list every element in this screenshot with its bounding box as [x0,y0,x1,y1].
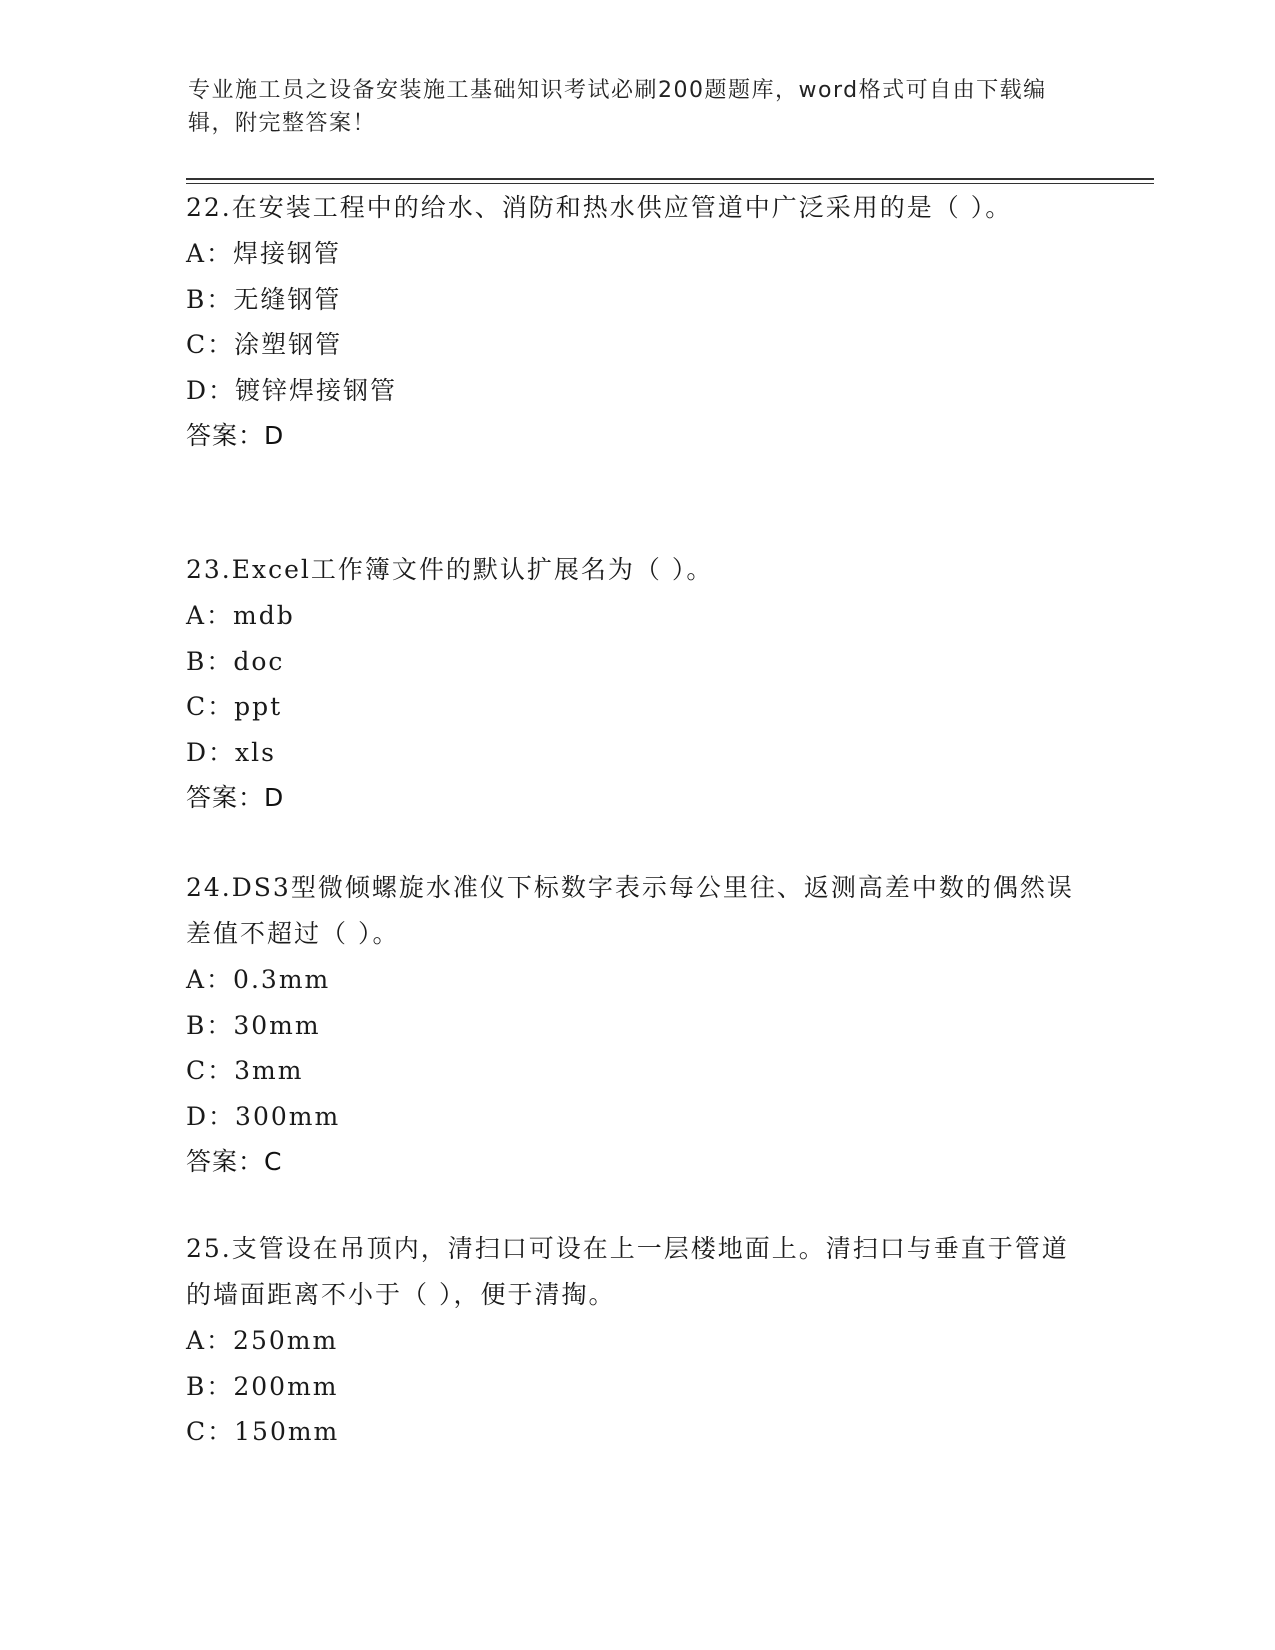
question-23 [186,547,1086,820]
option-a: A：0.3mm [186,965,331,994]
question-text: 22.在安装工程中的给水、消防和热水供应管道中广泛采用的是（ ）。 [186,193,1013,222]
header-divider-thin [186,183,1154,184]
option-a: A：焊接钢管 [186,239,342,268]
option-c: C：3mm [186,1056,304,1085]
option-d: D：镀锌焊接钢管 [186,375,398,405]
question-25 [186,1226,1086,1455]
question-24 [186,865,1086,1184]
answer: 答案：D [186,421,285,450]
question-22 [186,185,1086,458]
option-c: C：涂塑钢管 [186,330,343,359]
answer: 答案：C [186,1147,283,1176]
option-c: C：150mm [186,1417,340,1446]
option-c: C：ppt [186,692,283,721]
option-b: B：无缝钢管 [186,284,342,314]
option-b: B：200mm [186,1371,339,1401]
header-divider [186,178,1154,180]
answer: 答案：D [186,783,285,812]
question-text: 23.Excel工作簿文件的默认扩展名为（ ）。 [186,555,714,584]
option-d: D：xls [186,737,276,767]
question-text: 24.DS3型微倾螺旋水准仪下标数字表示每公里往、返测高差中数的偶然误差值不超过（ ）。 [186,873,1074,948]
option-a: A：250mm [186,1326,339,1355]
document-header-title: 专业施工员之设备安装施工基础知识考试必刷200题题库，word格式可自由下载编辑，附完整答案！ [188,78,1047,136]
option-b: B：doc [186,646,285,676]
option-d: D：300mm [186,1101,341,1131]
question-text: 25.支管设在吊顶内，清扫口可设在上一层楼地面上。清扫口与垂直于管道的墙面距离不小于（ ），便于清掏。 [186,1234,1069,1309]
option-b: B：30mm [186,1010,321,1040]
option-a: A：mdb [186,601,295,630]
